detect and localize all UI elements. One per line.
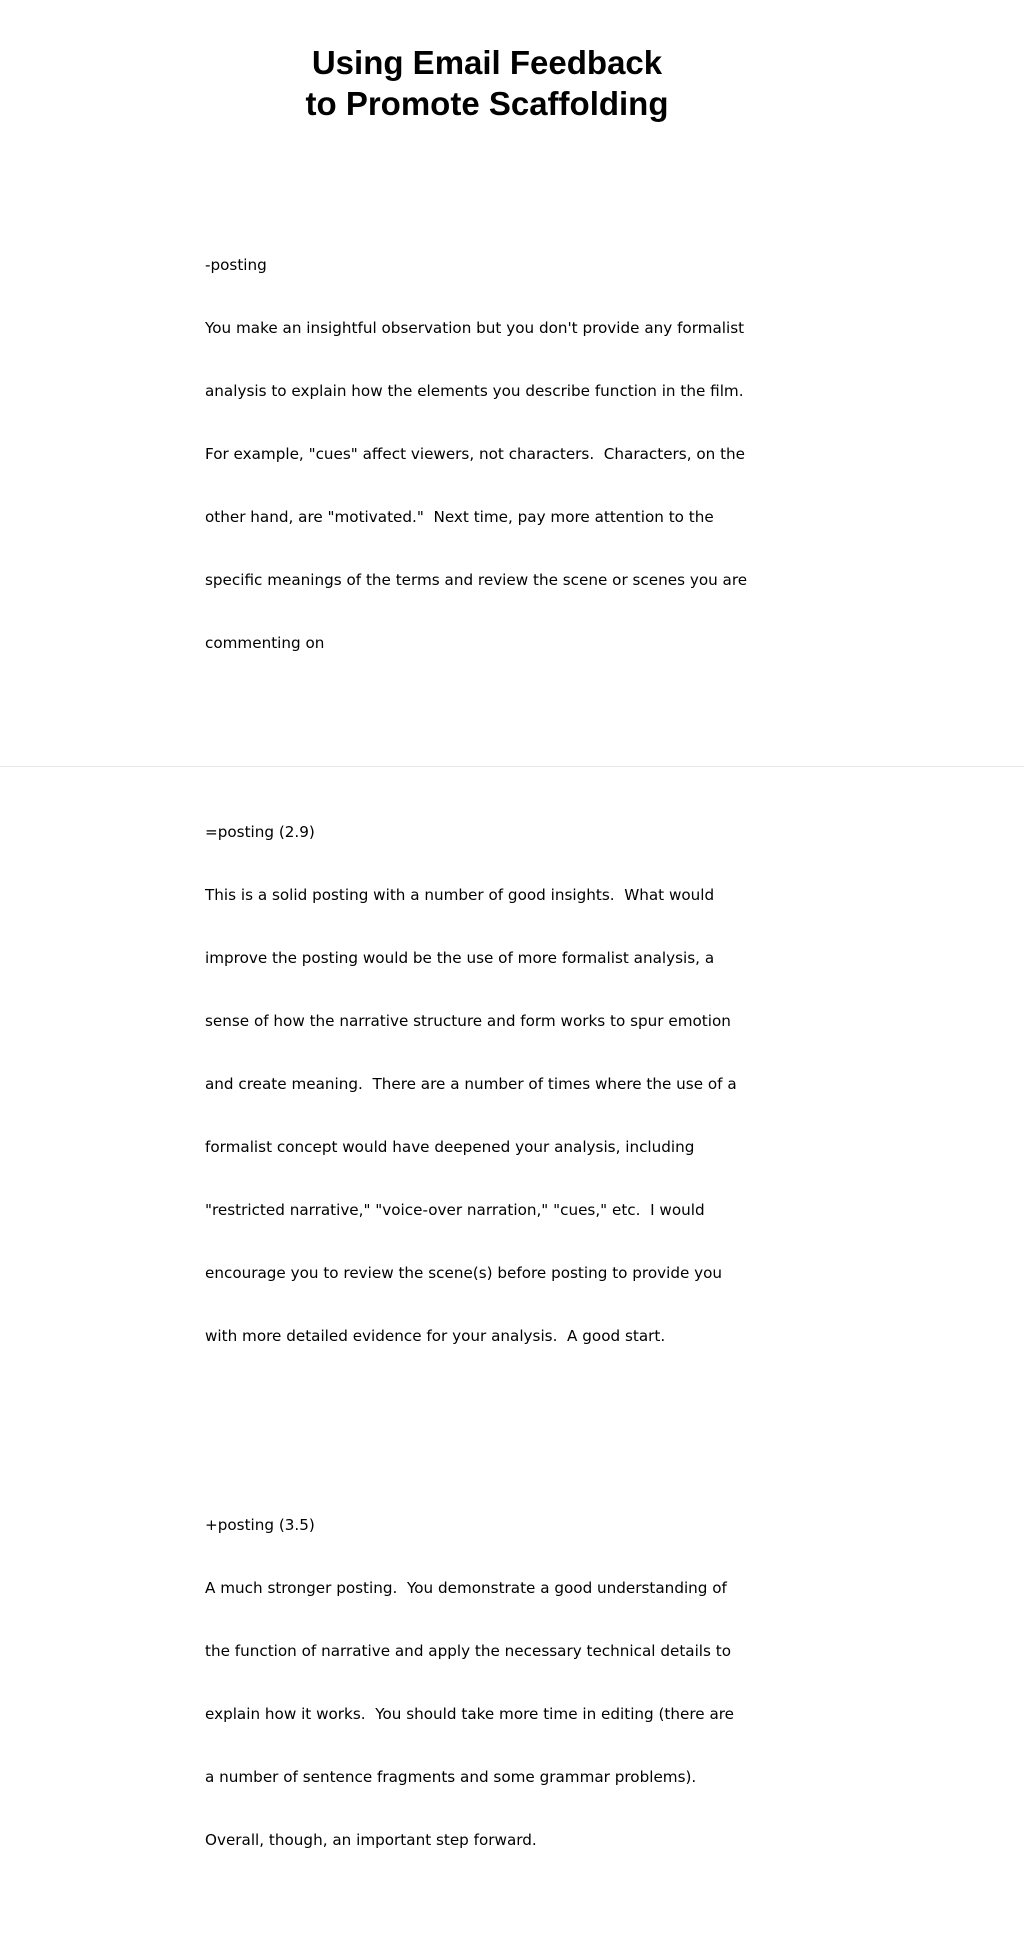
feedback-line: the function of narrative and apply the necessary technical details to	[205, 1642, 732, 1660]
feedback-line: analysis to explain how the elements you describe function in the film.	[205, 382, 744, 400]
feedback-heading: +posting (3.5)	[205, 1516, 315, 1534]
feedback-line: other hand, are "motivated." Next time, pay more attention to the	[205, 508, 714, 526]
feedback-line: sense of how the narrative structure and form works to spur emotion	[205, 1012, 731, 1030]
feedback-line: commenting on	[205, 634, 325, 652]
feedback-block-equal	[205, 780, 845, 1389]
slide-title-line-1: Using Email Feedback	[311, 44, 663, 81]
feedback-heading: =posting (2.9)	[205, 823, 315, 841]
feedback-heading: -posting	[205, 256, 267, 274]
feedback-line: specific meanings of the terms and review the scene or scenes you are	[205, 571, 748, 589]
feedback-line: encourage you to review the scene(s) before posting to provide you	[205, 1264, 723, 1282]
slide-title	[0, 42, 974, 124]
feedback-line: Overall, though, an important step forward.	[205, 1831, 537, 1849]
feedback-line: A much stronger posting. You demonstrate a good understanding of	[205, 1579, 727, 1597]
feedback-line: For example, "cues" affect viewers, not characters. Characters, on the	[205, 445, 746, 463]
feedback-block-plus	[205, 1473, 845, 1893]
feedback-line: with more detailed evidence for your analysis. A good start.	[205, 1327, 666, 1345]
feedback-line: explain how it works. You should take more time in editing (there are	[205, 1705, 735, 1723]
slide-title-line-2: to Promote Scaffolding	[305, 85, 669, 122]
feedback-line: a number of sentence fragments and some grammar problems).	[205, 1768, 697, 1786]
feedback-line: formalist concept would have deepened your analysis, including	[205, 1138, 695, 1156]
feedback-line: improve the posting would be the use of more formalist analysis, a	[205, 949, 715, 967]
feedback-body	[205, 171, 845, 1956]
feedback-line: This is a solid posting with a number of good insights. What would	[205, 886, 715, 904]
feedback-block-minus	[205, 213, 845, 696]
feedback-line: "restricted narrative," "voice-over narration," "cues," etc. I would	[205, 1201, 705, 1219]
feedback-line: and create meaning. There are a number of times where the use of a	[205, 1075, 737, 1093]
bottom-divider	[0, 766, 1024, 767]
feedback-line: You make an insightful observation but you don't provide any formalist	[205, 319, 745, 337]
